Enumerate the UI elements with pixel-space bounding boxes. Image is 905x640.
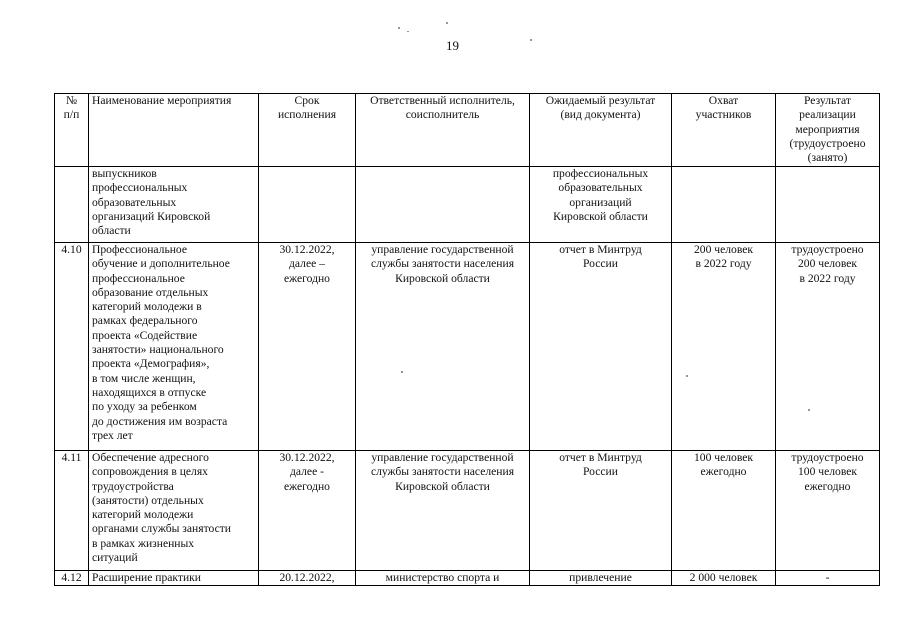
row-coverage: 200 человек в 2022 году (672, 243, 776, 451)
scan-speck (530, 39, 532, 41)
row-event-name: Обеспечение адресного сопровождения в целях трудоустройства (занятости) отдельных категорий молодежи органами службы занятости в рамках жизненных ситуаций (89, 451, 259, 571)
header-executor: Ответственный исполнитель, соисполнитель (356, 94, 530, 167)
events-table (54, 93, 880, 586)
row-expected-result: привлечение (530, 571, 672, 586)
row-deadline (259, 167, 356, 243)
row-outcome: - (776, 571, 880, 586)
row-event-name: Расширение практики (89, 571, 259, 586)
scan-speck (407, 31, 409, 32)
row-outcome (776, 167, 880, 243)
header-outcome: Результат реализации мероприятия (трудоустроено (занято) (776, 94, 880, 167)
row-executor: министерство спорта и (356, 571, 530, 586)
row-expected-result: отчет в Минтруд России (530, 451, 672, 571)
row-expected-result: профессиональных образовательных организаций Кировской области (530, 167, 672, 243)
row-number: 4.11 (55, 451, 89, 571)
table-row (55, 243, 880, 451)
table-row (55, 451, 880, 571)
row-coverage (672, 167, 776, 243)
row-outcome: трудоустроено 100 человек ежегодно (776, 451, 880, 571)
header-number: № п/п (55, 94, 89, 167)
table-header-row (55, 94, 880, 167)
row-executor: управление государственной службы занятости населения Кировской области (356, 451, 530, 571)
row-event-name: Профессиональное обучение и дополнительное профессиональное образование отдельных категорий молодежи в рамках федерального проекта «Содействие занятости» национального проекта «Демография», в том числе женщин, находящихся в отпуске по уходу за ребенком до достижения им возраста трех лет (89, 243, 259, 451)
scan-speck (446, 22, 448, 24)
table-row (55, 571, 880, 586)
header-expected-result: Ожидаемый результат (вид документа) (530, 94, 672, 167)
row-number: 4.12 (55, 571, 89, 586)
row-expected-result: отчет в Минтруд России (530, 243, 672, 451)
row-coverage: 100 человек ежегодно (672, 451, 776, 571)
table-row (55, 167, 880, 243)
row-executor (356, 167, 530, 243)
header-event-name: Наименование мероприятия (89, 94, 259, 167)
row-executor: управление государственной службы занятости населения Кировской области (356, 243, 530, 451)
row-coverage: 2 000 человек (672, 571, 776, 586)
row-outcome: трудоустроено 200 человек в 2022 году (776, 243, 880, 451)
header-coverage: Охват участников (672, 94, 776, 167)
row-event-name: выпускников профессиональных образовательных организаций Кировской области (89, 167, 259, 243)
row-number: 4.10 (55, 243, 89, 451)
header-deadline: Срок исполнения (259, 94, 356, 167)
row-deadline: 30.12.2022, далее - ежегодно (259, 451, 356, 571)
row-number (55, 167, 89, 243)
row-deadline: 30.12.2022, далее – ежегодно (259, 243, 356, 451)
scan-speck (398, 27, 400, 29)
row-deadline: 20.12.2022, (259, 571, 356, 586)
page-number: 19 (446, 38, 459, 53)
